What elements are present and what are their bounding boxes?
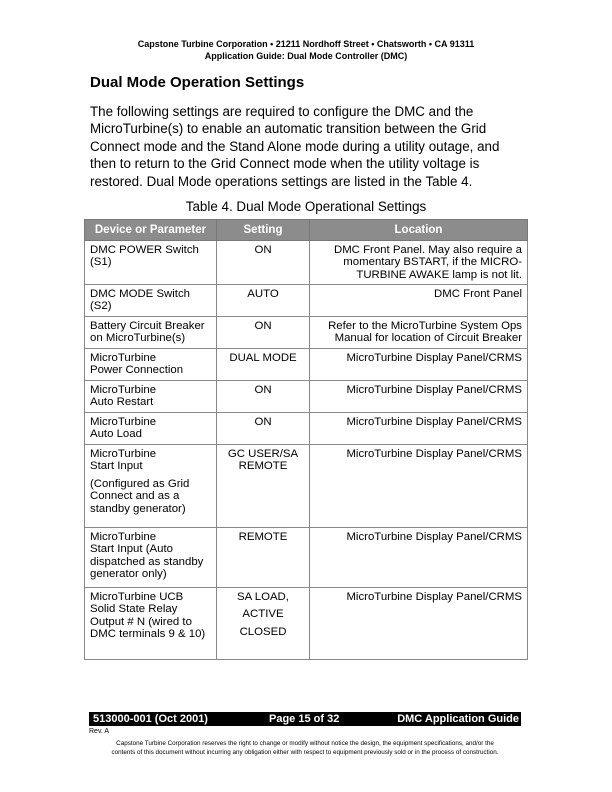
cell-line: MicroTurbine Display Panel/CRMS — [346, 448, 522, 460]
cell-line: MicroTurbine — [90, 352, 157, 364]
footer-doc-number: 513000-001 (Oct 2001) — [93, 713, 208, 725]
cell-setting — [217, 413, 310, 445]
cell-line: dispatched as standby — [90, 555, 204, 568]
cell-line: Battery Circuit Breaker — [90, 320, 205, 332]
cell-setting — [217, 285, 310, 317]
page-header — [0, 38, 612, 62]
cell-line: MicroTurbine — [90, 384, 157, 396]
cell-line: (S1) — [90, 256, 112, 269]
intro-paragraph: The following settings are required to configure the DMC and the MicroTurbine(s) to enable an automatic transition between the Grid Connect mode and the Stand Alone mode during a utility outage, and then to return to the Grid Connect mode when the utility voltage is restored. Dual Mode operations settings are listed in the Table 4. — [90, 104, 500, 189]
cell-location — [310, 317, 528, 349]
cell-line: Connect and as a — [90, 490, 180, 503]
cell-device-parameter — [85, 285, 217, 317]
cell-line: ON — [254, 320, 272, 332]
disclaimer-line: contents of this document without incurring any obligation either with respect to equipment previously sold or in the process of construction. — [111, 749, 499, 756]
table-row — [85, 241, 528, 285]
cell-line: ON — [254, 416, 272, 428]
cell-line: DMC MODE Switch — [90, 288, 190, 300]
cell-line: Auto Load — [90, 428, 142, 441]
cell-device-parameter — [85, 349, 217, 381]
table-row — [85, 528, 528, 588]
cell-line: MicroTurbine Display Panel/CRMS — [346, 416, 522, 428]
cell-line: Start Input (Auto — [90, 543, 173, 556]
footer-revision: Rev. A — [89, 728, 110, 735]
column-header-location: Location — [310, 220, 528, 241]
cell-line: Refer to the MicroTurbine System Ops — [328, 320, 522, 332]
section-title: Dual Mode Operation Settings — [90, 74, 305, 91]
cell-line: Power Connection — [90, 364, 184, 377]
table-row — [85, 445, 528, 528]
disclaimer-line: Capstone Turbine Corporation reserves the right to change or modify without notice the design, the equipment specifications, and/or the — [116, 740, 494, 747]
dual-mode-settings-table — [84, 219, 528, 660]
cell-setting — [217, 445, 310, 528]
cell-line: ON — [254, 244, 272, 256]
cell-setting — [217, 381, 310, 413]
header-guide-title: Application Guide: Dual Mode Controller (DMC) — [204, 51, 408, 61]
table-row — [85, 285, 528, 317]
cell-line: momentary BSTART, if the MICRO- — [343, 256, 522, 269]
cell-setting — [217, 241, 310, 285]
cell-line: MicroTurbine — [90, 448, 157, 460]
cell-line: CLOSED — [239, 625, 287, 638]
cell-line: MicroTurbine Display Panel/CRMS — [346, 591, 522, 603]
cell-line: on MicroTurbine(s) — [90, 332, 186, 345]
cell-line: GC USER/SA — [227, 448, 299, 460]
cell-device-parameter — [85, 528, 217, 588]
cell-line: MicroTurbine UCB — [90, 591, 184, 603]
cell-line: Auto Restart — [90, 396, 154, 409]
cell-line: SA LOAD, — [237, 591, 289, 603]
cell-line: DMC Front Panel — [434, 288, 522, 300]
cell-line: Output # N (wired to — [90, 615, 192, 628]
cell-device-parameter — [85, 588, 217, 660]
footer-page-number: Page 15 of 32 — [269, 713, 340, 725]
table-row — [85, 588, 528, 660]
cell-setting — [217, 588, 310, 660]
cell-device-parameter — [85, 413, 217, 445]
column-header-setting: Setting — [217, 220, 310, 241]
table-header-row — [85, 220, 528, 241]
footer-guide-name: DMC Application Guide — [397, 713, 519, 725]
table-row — [85, 413, 528, 445]
cell-device-parameter — [85, 445, 217, 528]
cell-location — [310, 381, 528, 413]
cell-location — [310, 241, 528, 285]
cell-line: Solid State Relay — [90, 603, 178, 616]
cell-location — [310, 445, 528, 528]
footer-disclaimer — [89, 739, 521, 757]
cell-device-parameter — [85, 317, 217, 349]
cell-line: REMOTE — [238, 531, 288, 543]
cell-setting — [217, 528, 310, 588]
cell-line: (S2) — [90, 300, 112, 313]
header-address: Capstone Turbine Corporation • 21211 Nordhoff Street • Chatsworth • CA 91311 — [137, 39, 475, 49]
cell-location — [310, 528, 528, 588]
cell-line: DMC terminals 9 & 10) — [90, 628, 206, 641]
table-row — [85, 381, 528, 413]
cell-line: Start Input — [90, 460, 143, 473]
cell-line: MicroTurbine — [90, 416, 157, 428]
cell-location — [310, 413, 528, 445]
cell-line: ON — [254, 384, 272, 396]
cell-location — [310, 349, 528, 381]
cell-line: REMOTE — [238, 460, 288, 473]
cell-line: Manual for location of Circuit Breaker — [334, 332, 522, 345]
cell-line: MicroTurbine Display Panel/CRMS — [346, 352, 522, 364]
cell-line: TURBINE AWAKE lamp is not lit. — [356, 268, 522, 281]
cell-device-parameter — [85, 241, 217, 285]
cell-line: DUAL MODE — [229, 352, 297, 364]
footer-bar — [89, 712, 521, 726]
table-caption: Table 4. Dual Mode Operational Settings — [185, 199, 427, 214]
cell-location — [310, 285, 528, 317]
table-row — [85, 349, 528, 381]
cell-setting — [217, 349, 310, 381]
cell-location — [310, 588, 528, 660]
table-row — [85, 317, 528, 349]
cell-line: MicroTurbine Display Panel/CRMS — [346, 531, 522, 543]
column-header-device: Device or Parameter — [85, 220, 217, 241]
cell-line: (Configured as Grid — [90, 477, 190, 490]
cell-line: MicroTurbine — [90, 531, 157, 543]
cell-line: DMC POWER Switch — [90, 244, 199, 256]
cell-line: MicroTurbine Display Panel/CRMS — [346, 384, 522, 396]
cell-line: ACTIVE — [242, 608, 284, 621]
cell-line: DMC Front Panel. May also require a — [333, 244, 522, 256]
cell-device-parameter — [85, 381, 217, 413]
parameter-note — [90, 478, 211, 515]
cell-line: standby generator) — [90, 502, 186, 515]
cell-line: generator only) — [90, 568, 167, 581]
cell-setting — [217, 317, 310, 349]
cell-line: AUTO — [247, 288, 279, 300]
